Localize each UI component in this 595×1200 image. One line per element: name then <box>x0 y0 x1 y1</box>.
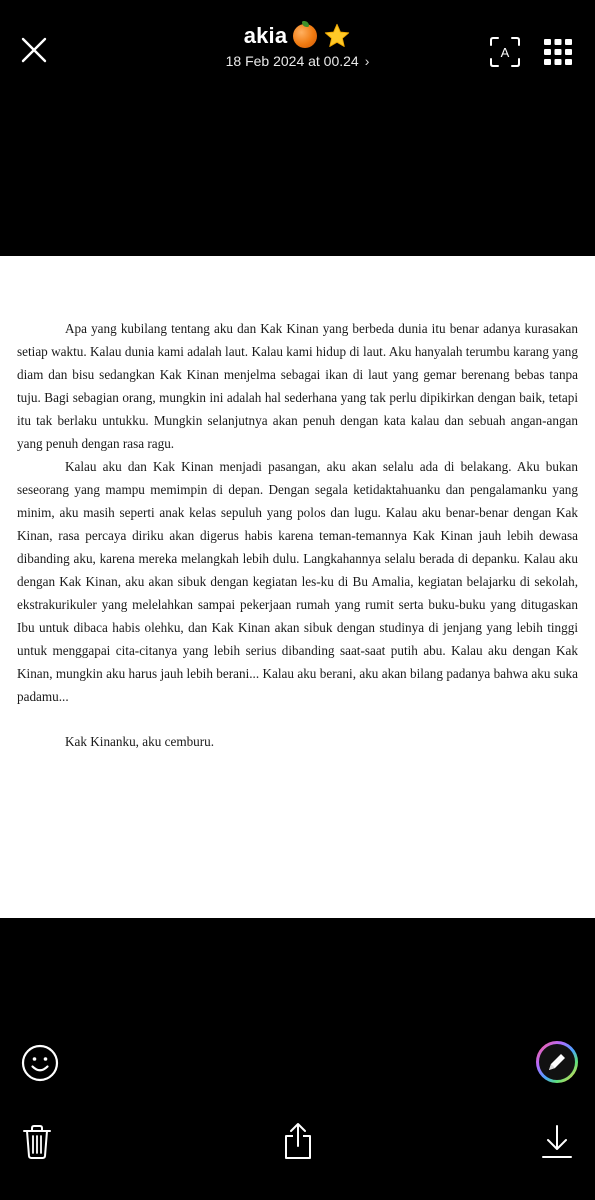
paragraph-2: Kalau aku dan Kak Kinan menjadi pasangan, aku akan selalu ada di belakang. Aku bukan seseorang yang mampu memimpin di depan. Dengan segala ketidaktahuanku dan pengalamanku yang minim, aku masih seperti anak kelas sepuluh yang polos dan lugu. Kalau aku benar-benar dengan Kak Kinan, rasa percaya diriku akan digerus habis karena teman-temannya Kak Kinan jauh lebih dewasa dibanding aku, karena mereka melangkah lebih dulu. Langkahannya selalu berada di depanku. Kalau aku dengan Kak Kinan, aku akan sibuk dengan kegiatan les-ku di Bu Amalia, kegiatan belajarku di sekolah, ekstrakurikuler yang melelahkan sampai pekerjaan rumah yang rumit serta buku-buku yang ditugaskan Ibu untuk dibaca habis olehku, dan Kak Kinan akan sibuk dengan studinya di jenjang yang lebih tinggi untuk menggapai cita-citanya yang lebih serius dibanding saat-saat putih abu. Kalau aku dengan Kak Kinan, mungkin aku harus jauh lebih berani... Kalau aku berani, aku akan bilang padanya bahwa aku suka padamu... <box>17 459 578 704</box>
chat-title: akia <box>243 23 288 48</box>
document-text <box>17 317 578 753</box>
smiley-icon[interactable] <box>20 1043 60 1083</box>
orange-emoji-icon <box>293 24 317 48</box>
chevron-right-icon: › <box>364 53 370 69</box>
top-bar <box>0 0 595 90</box>
trash-icon[interactable] <box>22 1124 52 1160</box>
timestamp-link[interactable] <box>226 53 370 69</box>
live-text-icon[interactable] <box>489 36 521 68</box>
live-text-letter: A <box>500 45 510 60</box>
timestamp: 18 Feb 2024 at 00.24 <box>225 53 359 69</box>
closing-line: Kak Kinanku, aku cemburu. <box>65 734 215 749</box>
markup-icon[interactable] <box>535 1040 579 1084</box>
star-emoji-icon <box>323 22 351 50</box>
share-icon[interactable] <box>282 1122 314 1160</box>
grid-icon[interactable] <box>543 38 573 66</box>
download-icon[interactable] <box>541 1124 573 1160</box>
paragraph-1: Apa yang kubilang tentang aku dan Kak Kinan yang berbeda dunia itu benar adanya kurasakan setiap waktu. Kalau dunia kami adalah laut. Kalau kami hidup di laut. Aku hanyalah terumbu karang yang diam dan bisu sedangkan Kak Kinan menjelma sebagai ikan di laut yang gemar berenang bebas tanpa tuju. Bagi sebagian orang, mungkin ini adalah hal sederhana yang tak perlu dipikirkan dengan baik, tetapi itu tak berlaku untukku. Mungkin selanjutnya akan penuh dengan kata kalau dan sebuah angan-angan yang penuh dengan rasa ragu. <box>17 321 578 451</box>
